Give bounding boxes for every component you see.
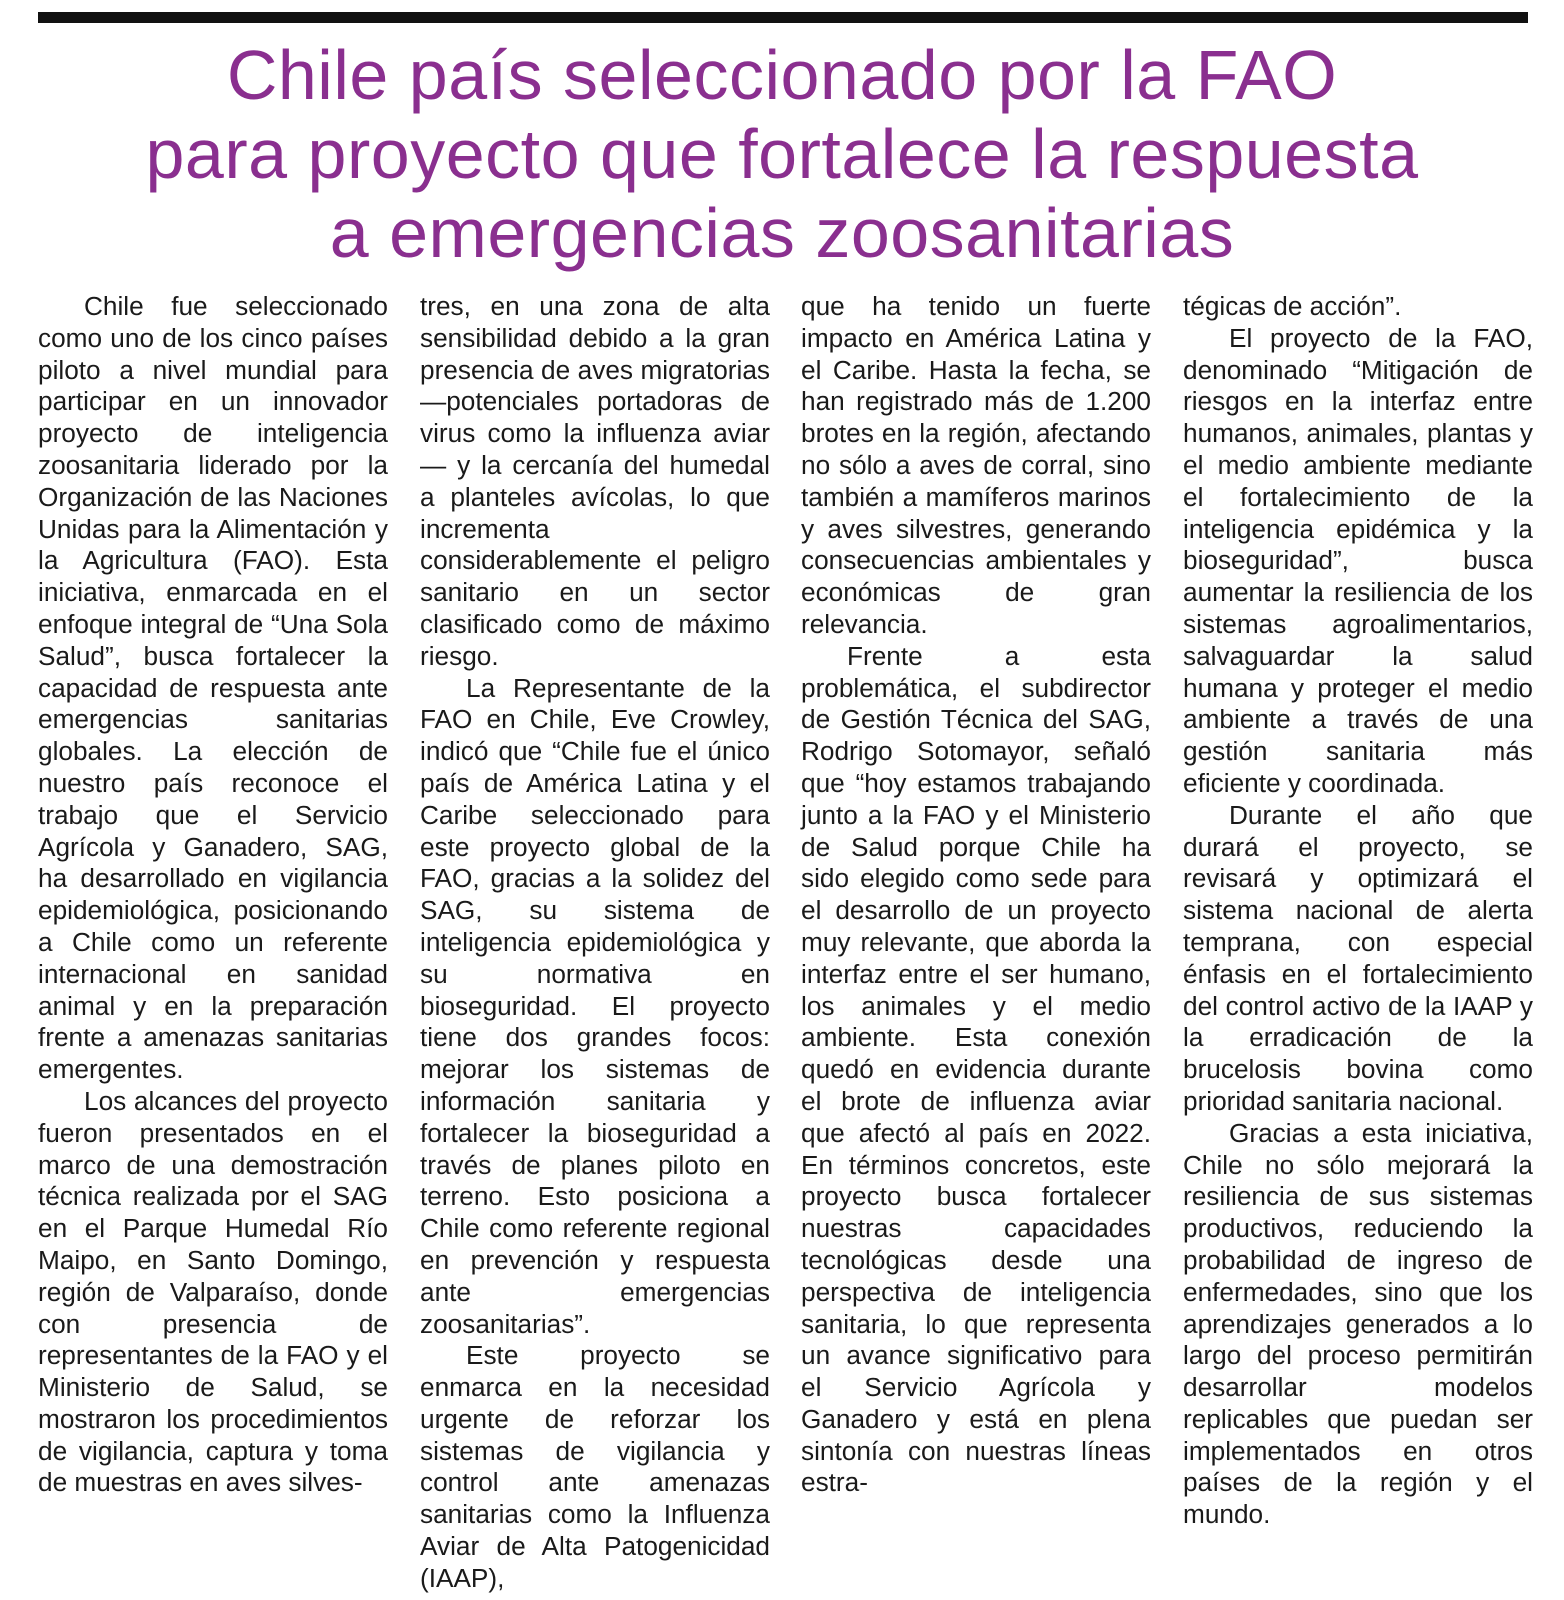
top-rule <box>38 12 1528 23</box>
text-column-2 <box>420 291 770 1595</box>
paragraph: Frente a esta problemática, el subdirector de Gestión Técnica del SAG, Rodrigo Sotomayor, señaló que “hoy estamos trabajando junto a la FAO y el Ministerio de Salud porque Chile ha sido elegido como sede para el desarrollo de un proyecto muy relevante, que aborda la interfaz entre el ser humano, los animales y el medio ambiente. Esta conexión quedó en evidencia durante el brote de influenza aviar que afectó al país en 2022. En términos concretos, este proyecto busca fortalecer nuestras capacidades tecnológicas desde una perspectiva de inteligencia sanitaria, lo que representa un avance significativo para el Servicio Agrícola y Ganadero y está en plena sintonía con nuestras líneas estra- <box>801 640 1151 1498</box>
paragraph: Chile fue seleccionado como uno de los cinco países piloto a nivel mundial para participar en un innovador proyecto de inteligencia zoosanitaria liderado por la Organización de las Naciones Unidas para la Alimentación y la Agricultura (FAO). Esta iniciativa, enmarcada en el enfoque integral de “Una Sola Salud”, busca fortalecer la capacidad de respuesta ante emergencias sanitarias globales. La elección de nuestro país reconoce el trabajo que el Servicio Agrícola y Ganadero, SAG, ha desarrollado en vigilancia epidemiológica, posicionando a Chile como un referente internacional en sanidad animal y en la preparación frente a amenazas sanitarias emergentes. <box>38 291 388 1085</box>
paragraph: La Representante de la FAO en Chile, Eve Crowley, indicó que “Chile fue el único país de América Latina y el Caribe seleccionado para este proyecto global de la FAO, gracias a la solidez del SAG, su sistema de inteligencia epidemiológica y su normativa en bioseguridad. El proyecto tiene dos grandes focos: mejorar los sistemas de información sanitaria y fortalecer la bioseguridad a través de planes piloto en terreno. Esto posiciona a Chile como referente regional en prevención y respuesta ante emergencias zoosanitarias”. <box>420 672 770 1339</box>
text-column-3 <box>801 291 1151 1499</box>
headline-line: a emergencias zoosanitarias <box>329 194 1235 272</box>
paragraph: Gracias a esta iniciativa, Chile no sólo mejorará la resiliencia de sus sistemas productivos, reduciendo la probabilidad de ingreso de enfermedades, sino que los aprendizajes generados a lo largo del proceso permitirán desarrollar modelos replicables que puedan ser implementados en otros países de la región y el mundo. <box>1183 1117 1533 1530</box>
paragraph: Este proyecto se enmarca en la necesidad urgente de reforzar los sistemas de vigilancia y control ante amenazas sanitarias como la Influenza Aviar de Alta Patogenicidad (IAAP), <box>420 1340 770 1593</box>
headline-line: Chile país seleccionado por la FAO <box>226 36 1338 114</box>
text-column-1 <box>38 291 388 1499</box>
article-body <box>0 291 1564 1593</box>
paragraph: Durante el año que durará el proyecto, se revisará y optimizará el sistema nacional de alerta temprana, con especial énfasis en el fortalecimiento del control activo de la IAAP y la erradicación de la brucelosis bovina como prioridad sanitaria nacional. <box>1183 799 1533 1116</box>
paragraph: El proyecto de la FAO, denominado “Mitigación de riesgos en la interfaz entre humanos, animales, plantas y el medio ambiente mediante el fortalecimiento de la inteligencia epidémica y la bioseguridad”, busca aumentar la resiliencia de los sistemas agroalimentarios, salvaguardar la salud humana y proteger el medio ambiente a través de una gestión sanitaria más eficiente y coordinada. <box>1183 322 1533 798</box>
paragraph-continued: que ha tenido un fuerte impacto en América Latina y el Caribe. Hasta la fecha, se han registrado más de 1.200 brotes en la región, afectando no sólo a aves de corral, sino también a mamíferos marinos y aves silvestres, generando consecuencias ambientales y económicas de gran relevancia. <box>801 291 1151 639</box>
headline-line: para proyecto que fortalece la respuesta <box>145 115 1419 193</box>
paragraph-continued: tégicas de acción”. <box>1183 291 1402 321</box>
text-column-4 <box>1183 291 1533 1531</box>
article-headline <box>30 36 1534 273</box>
paragraph: Los alcances del proyecto fueron presentados en el marco de una demostración técnica realizada por el SAG en el Parque Humedal Río Maipo, en Santo Domingo, región de Valparaíso, donde con presencia de representantes de la FAO y el Ministerio de Salud, se mostraron los procedimientos de vigilancia, captura y toma de muestras en aves silves- <box>38 1085 388 1498</box>
paragraph-continued: tres, en una zona de alta sensibilidad debido a la gran presencia de aves migratorias —potenciales portadoras de virus como la influenza aviar— y la cercanía del humedal a planteles avícolas, lo que incrementa considerablemente el peligro sanitario en un sector clasificado como de máximo riesgo. <box>420 291 770 671</box>
